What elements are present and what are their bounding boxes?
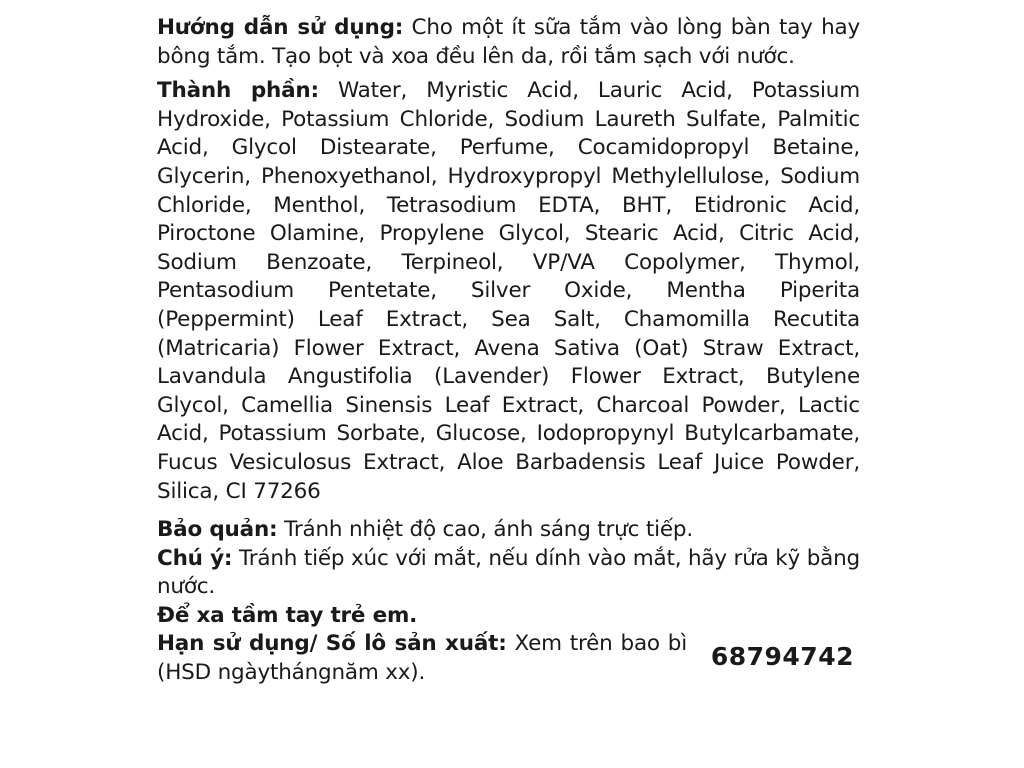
ingredients-paragraph <box>157 77 860 506</box>
batch-code: 68794742 <box>710 642 854 672</box>
storage-label: Bảo quản: <box>157 517 278 543</box>
children-warning-paragraph <box>157 602 860 631</box>
usage-label: Hướng dẫn sử dụng: <box>157 15 404 40</box>
usage-text: Cho một ít sữa tắm vào lòng bàn tay hay bông tắm. Tạo bọt và xoa đều lên da, rồi tắm sạch với nước. <box>157 15 860 69</box>
caution-label: Chú ý: <box>157 545 233 571</box>
storage-text: Tránh nhiệt độ cao, ánh sáng trực tiếp. <box>284 517 693 543</box>
expiry-paragraph <box>157 630 687 687</box>
expiry-text: Xem trên bao bì (HSD ngàythángnăm xx). <box>157 631 687 686</box>
storage-paragraph <box>157 516 860 545</box>
expiry-row <box>157 630 860 687</box>
ingredients-label: Thành phần: <box>157 78 319 104</box>
children-warning: Để xa tầm tay trẻ em. <box>157 602 418 628</box>
caution-paragraph <box>157 545 860 602</box>
usage-paragraph <box>157 14 860 71</box>
ingredients-text: Water, Myristic Acid, Lauric Acid, Potassium Hydroxide, Potassium Chloride, Sodium Laureth Sulfate, Palmitic Acid, Glycol Distearate, Perfume, Cocamidopropyl Betaine, Glycerin, Phenoxyethanol, Hydroxypropyl Methylellulose, Sodium Chloride, Menthol, Tetrasodium EDTA, BHT, Etidronic Acid, Piroctone Olamine, Propylene Glycol, Stearic Acid, Citric Acid, Sodium Benzoate, Terpineol, VP/VA Copolymer, Thymol, Pentasodium Pentetate, Silver Oxide, Mentha Piperita (Peppermint) Leaf Extract, Sea Salt, Chamomilla Recutita (Matricaria) Flower Extract, Avena Sativa (Oat) Straw Extract, Lavandula Angustifolia (Lavender) Flower Extract, Butylene Glycol, Camellia Sinensis Leaf Extract, Charcoal Powder, Lactic Acid, Potassium Sorbate, Glucose, Iodopropynyl Butylcarbamate, Fucus Vesiculosus Extract, Aloe Barbadensis Leaf Juice Powder, Silica, CI 77266 <box>157 78 860 504</box>
expiry-label: Hạn sử dụng/ Số lô sản xuất: <box>157 631 507 657</box>
caution-text: Tránh tiếp xúc với mắt, nếu dính vào mắt, hãy rửa kỹ bằng nước. <box>157 545 860 600</box>
product-label-text <box>157 14 860 688</box>
